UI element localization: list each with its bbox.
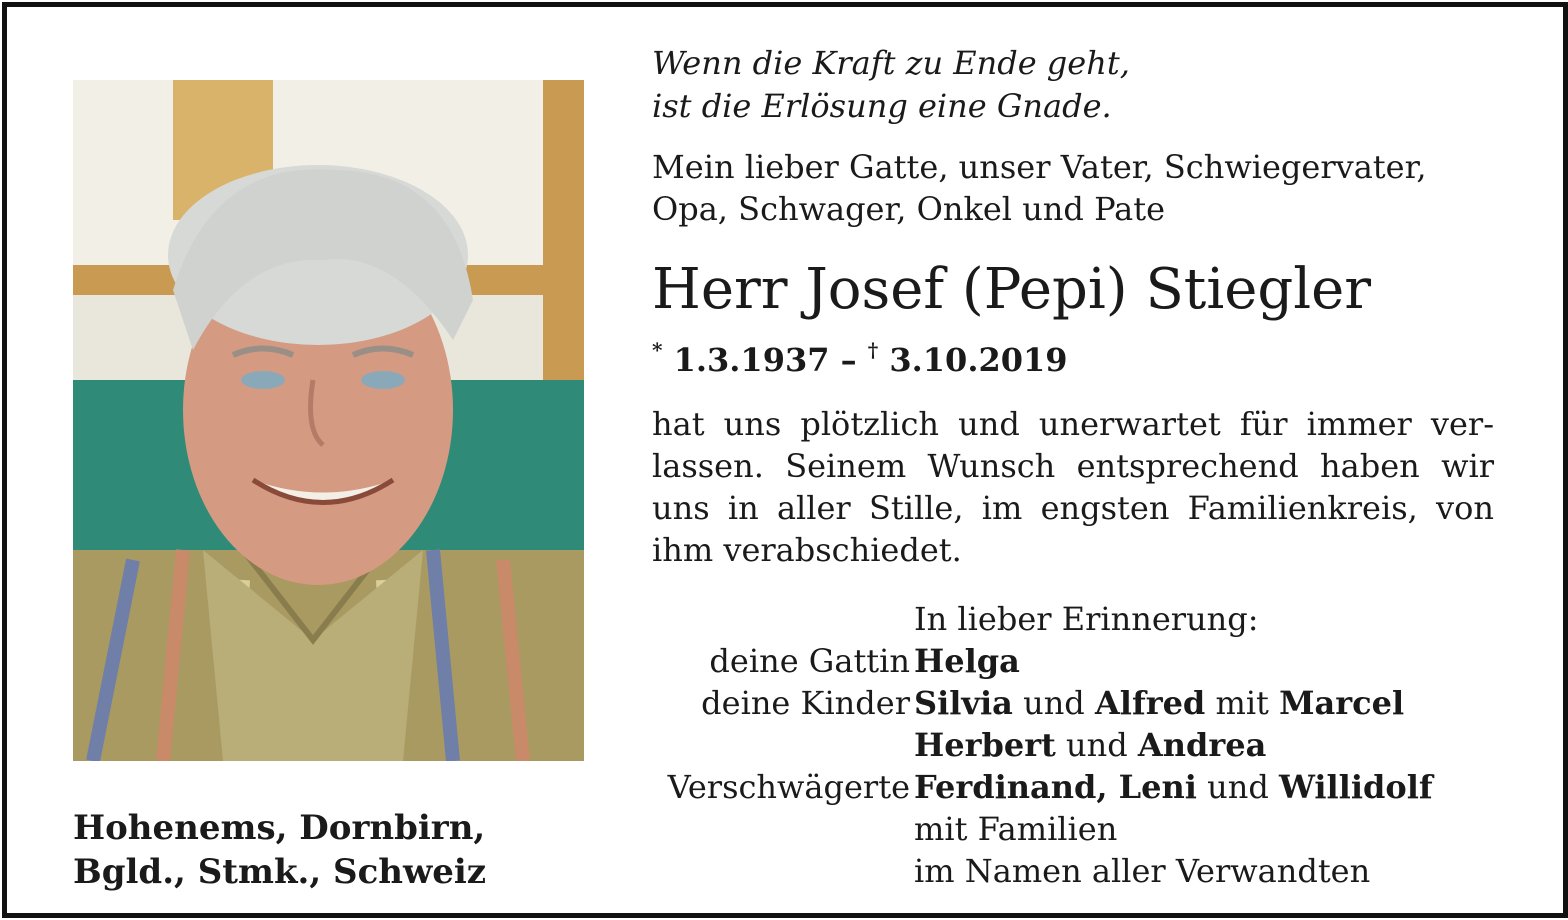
intro-line-2: Opa, Schwager, Onkel und Pate — [652, 190, 1166, 228]
date-separator: – — [840, 341, 857, 379]
announcement-text — [652, 403, 1494, 571]
inlaw-names-1: Ferdinand, Leni — [914, 768, 1197, 806]
deceased-name: Herr Josef (Pepi) Stiegler — [652, 257, 1372, 322]
places-list — [73, 806, 486, 894]
motto-line-1: Wenn die Kraft zu Ende geht, — [652, 44, 1130, 82]
children-label: deine Kinder — [701, 684, 910, 722]
announcement-line-2: lassen. Seinem Wunsch entsprechend haben wir — [652, 447, 1494, 485]
with-families: mit Familien — [914, 810, 1118, 848]
relatives-spacer — [652, 850, 914, 892]
wife-name: Helga — [914, 642, 1020, 680]
announcement-line-3: uns in aller Stille, im engsten Familienkreis, von — [652, 489, 1494, 527]
child-name-4: Andrea — [1137, 726, 1267, 764]
intro-text — [652, 146, 1512, 230]
child-name-1: Silvia — [914, 684, 1013, 722]
places-line-2: Bgld., Stmk., Schweiz — [73, 852, 487, 892]
motto-line-2: ist die Erlösung eine Gnade. — [652, 87, 1112, 125]
life-dates — [652, 338, 1068, 379]
places-line-1: Hohenems, Dornbirn, — [73, 808, 486, 848]
on-behalf-of-relatives: im Namen aller Verwandten — [914, 852, 1371, 890]
birth-symbol: * — [652, 338, 663, 362]
intro-line-1: Mein lieber Gatte, unser Vater, Schwiegervater, — [652, 148, 1427, 186]
portrait-photo — [73, 80, 584, 761]
signoff-heading-row — [652, 598, 1433, 640]
signoff-block — [652, 598, 1433, 892]
announcement-line-1: hat uns plötzlich und unerwartet für immer ver- — [652, 405, 1494, 443]
children-spacer — [652, 724, 914, 766]
grandchild-name: Marcel — [1279, 684, 1405, 722]
wife-label: deine Gattin — [709, 642, 910, 680]
birth-date: 1.3.1937 — [673, 341, 830, 379]
children-row — [652, 682, 1433, 724]
children-row-2 — [652, 724, 1433, 766]
wife-row — [652, 640, 1433, 682]
death-symbol: † — [867, 338, 879, 362]
signoff-heading: In lieber Erinnerung: — [914, 600, 1259, 638]
announcement-line-4: ihm verabschiedet. — [652, 531, 962, 569]
inlaws-label: Verschwägerte — [667, 768, 910, 806]
inlaw-name-2: Willidolf — [1278, 768, 1433, 806]
signoff-spacer — [652, 598, 914, 640]
families-spacer — [652, 808, 914, 850]
relatives-row — [652, 850, 1433, 892]
inlaws-row — [652, 766, 1433, 808]
motto-quote — [652, 42, 1130, 128]
death-date: 3.10.2019 — [889, 341, 1068, 379]
child-name-3: Herbert — [914, 726, 1056, 764]
families-row — [652, 808, 1433, 850]
conjunction-3: und — [1207, 768, 1269, 806]
child-name-2: Alfred — [1094, 684, 1206, 722]
conjunction-1: und — [1023, 684, 1085, 722]
preposition-with: mit — [1215, 684, 1269, 722]
conjunction-2: und — [1066, 726, 1128, 764]
